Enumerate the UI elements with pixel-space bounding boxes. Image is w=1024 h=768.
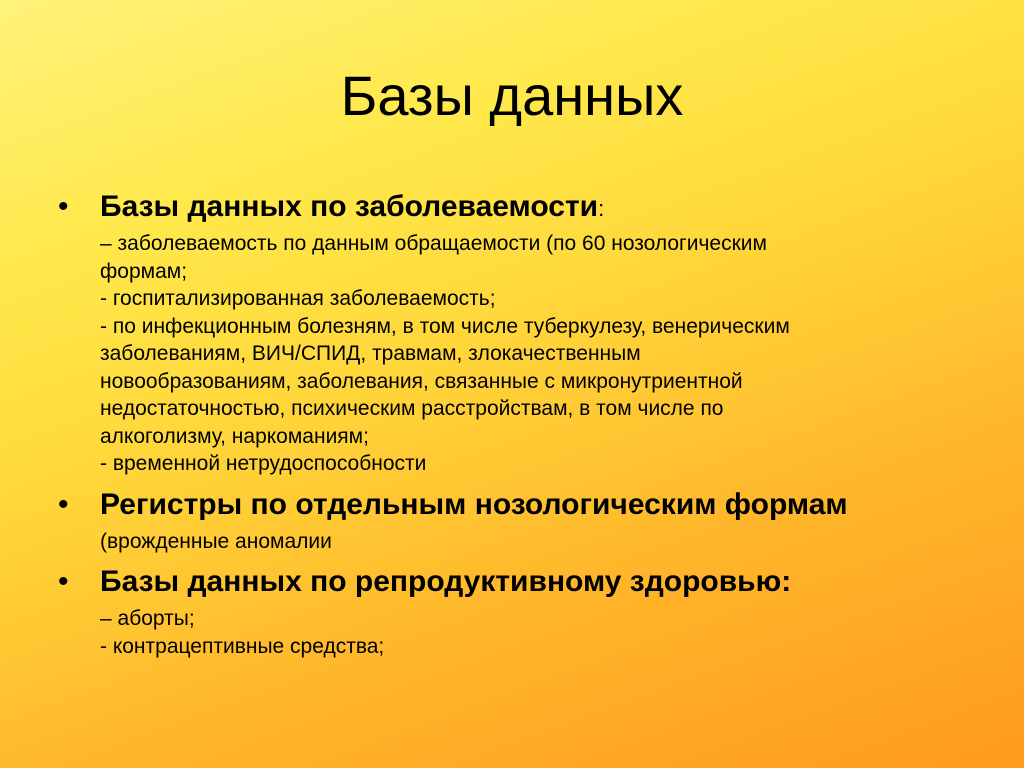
bullet-item-morbidity-databases xyxy=(58,186,978,478)
bullet-line: – аборты; xyxy=(100,607,195,630)
bullet-list xyxy=(58,186,978,666)
bullet-heading: Базы данных по заболеваемости xyxy=(100,190,599,223)
bullet-item-registries xyxy=(58,484,978,556)
bullet-line: (врожденные аномалии xyxy=(100,529,332,553)
bullet-heading: Регистры по отдельным нозологическим формам xyxy=(100,487,848,521)
bullet-line: - контрацептивные средства; xyxy=(100,634,385,658)
bullet-item-reproductive-health xyxy=(58,561,978,660)
bullet-line: новообразованиям, заболевания, связанные с микронутриентной xyxy=(100,369,743,393)
bullet-line: – заболеваемость по данным обращаемости (по 60 нозологическим xyxy=(100,232,767,255)
bullet-dot: • xyxy=(58,487,69,521)
bullet-line: алкоголизму, наркоманиям; xyxy=(100,424,369,448)
bullet-line: - госпитализированная заболеваемость; xyxy=(100,287,496,310)
bullet-heading-suffix: : xyxy=(598,196,605,221)
bullet-line: заболеваниям, ВИЧ/СПИД, травмам, злокачественным xyxy=(100,342,641,365)
bullet-dot: • xyxy=(58,190,69,223)
bullet-line: формам; xyxy=(100,259,188,283)
slide-title: Базы данных xyxy=(340,64,684,127)
bullet-line: недостаточностью, психическим расстройствам, в том числе по xyxy=(100,397,724,420)
bullet-heading: Базы данных по репродуктивному здоровью: xyxy=(100,565,792,598)
bullet-dot: • xyxy=(58,565,69,598)
bullet-line: - временной нетрудоспособности xyxy=(100,452,427,475)
bullet-line: - по инфекционным болезням, в том числе туберкулезу, венерическим xyxy=(100,314,790,338)
